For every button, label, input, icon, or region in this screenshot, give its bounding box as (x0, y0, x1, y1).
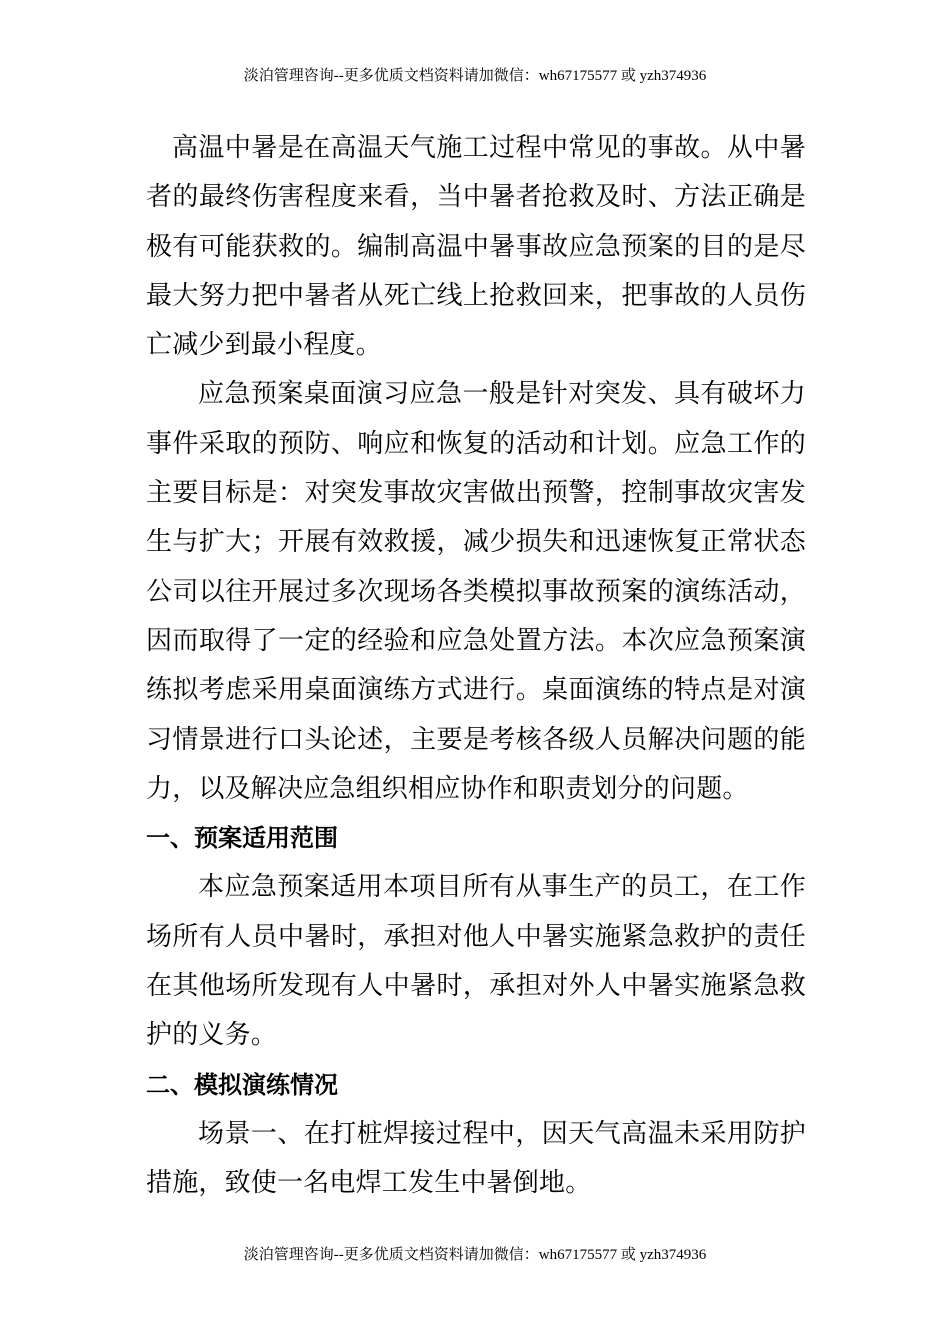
page-footer: 淡泊管理咨询--更多优质文档资料请加微信：wh67175577 或 yzh374936 (243, 1247, 707, 1263)
scope-paragraph: 本应急预案适用本项目所有从事生产的员工，在工作场所有人员中暑时，承担对他人中暑实施紧急救护的责任在其他场所发现有人中暑时，承担对外人中暑实施紧急救护的义务。 (146, 872, 806, 1051)
drill-description-paragraph: 应急预案桌面演习应急一般是针对突发、具有破坏力事件采取的预防、响应和恢复的活动和计划。应急工作的主要目标是：对突发事故灾害做出预警，控制事故灾害发生与扩大；开展有效救援，减少损失和迅速恢复正常状态公司以往开展过多次现场各类模拟事故预案的演练活动，因而取得了一定的经验和应急处置方法。本次应急预案演练拟考虑采用桌面演练方式进行。桌面演练的特点是对演习情景进行口头论述，主要是考核各级人员解决问题的能力，以及解决应急组织相应协作和职责划分的问题。 (146, 379, 806, 804)
page-header: 淡泊管理咨询--更多优质文档资料请加微信：wh67175577 或 yzh374936 (243, 68, 707, 84)
section-heading-simulation: 二、模拟演练情况 (146, 1070, 338, 1099)
intro-paragraph: 高温中暑是在高温天气施工过程中常见的事故。从中暑者的最终伤害程度来看，当中暑者抢救及时、方法正确是极有可能获救的。编制高温中暑事故应急预案的目的是尽最大努力把中暑者从死亡线上抢救回来，把事故的人员伤亡减少到最小程度。 (146, 133, 806, 361)
document-body (146, 124, 806, 1209)
section-heading-scope: 一、预案适用范围 (146, 824, 338, 853)
scenario-paragraph: 场景一、在打桩焊接过程中，因天气高温未采用防护措施，致使一名电焊工发生中暑倒地。 (146, 1118, 806, 1199)
